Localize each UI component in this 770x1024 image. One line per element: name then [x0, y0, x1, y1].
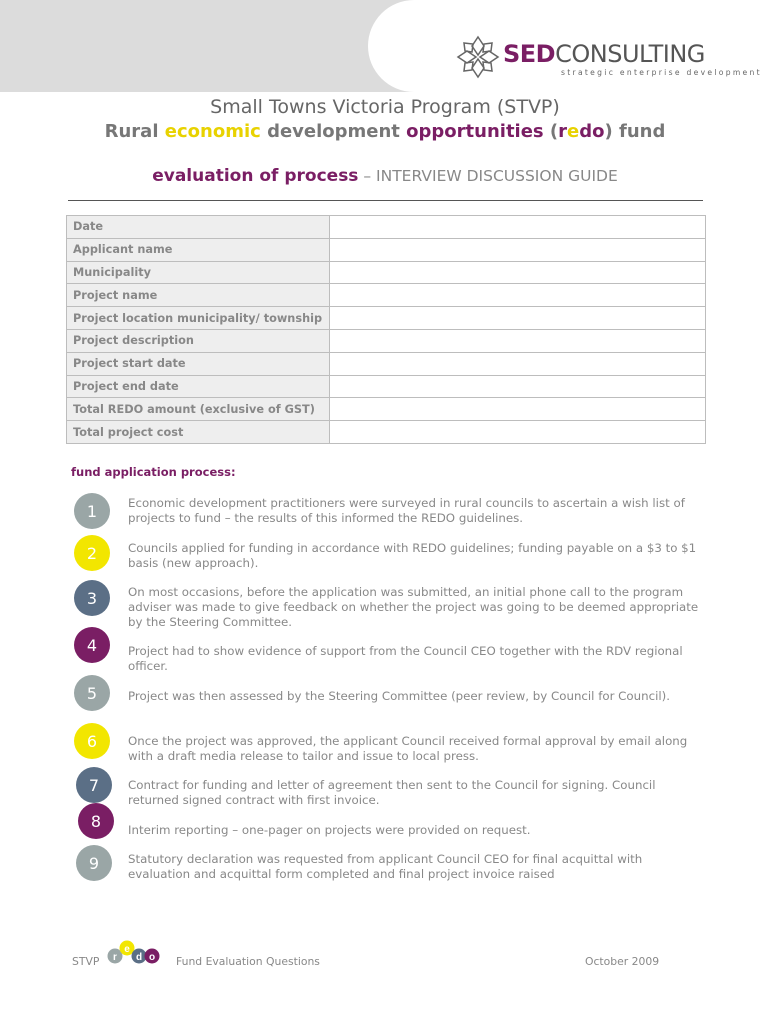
footer-right: October 2009	[585, 955, 660, 968]
step-number-badge: 3	[74, 580, 110, 616]
field-label: Total project cost	[67, 421, 330, 444]
table-row	[67, 375, 706, 398]
field-value[interactable]	[330, 261, 706, 284]
field-label: Municipality	[67, 261, 330, 284]
company-logo	[455, 34, 762, 82]
step-number-badge: 2	[74, 535, 110, 571]
step-number-badge: 6	[74, 723, 110, 759]
table-row	[67, 284, 706, 307]
field-value[interactable]	[330, 216, 706, 239]
step-text: Economic development practitioners were surveyed in rural councils to ascertain a wish list of projects to fund – the results of this informed the REDO guidelines.	[128, 496, 685, 525]
subtitle-part: opportunities	[406, 121, 544, 142]
step-number-badge: 4	[74, 627, 110, 663]
step-text: Councils applied for funding in accordance with REDO guidelines; funding payable on a $3 to $1 basis (new approach).	[128, 541, 697, 570]
field-label: Date	[67, 216, 330, 239]
step-number-badge: 8	[78, 803, 114, 839]
step-number-badge: 9	[76, 845, 112, 881]
details-table	[66, 215, 706, 444]
field-value[interactable]	[330, 398, 706, 421]
table-row	[67, 216, 706, 239]
logo-brand: SEDCONSULTING	[503, 40, 705, 68]
table-row	[67, 329, 706, 352]
section-title-bold: evaluation of process	[152, 166, 359, 186]
field-value[interactable]	[330, 352, 706, 375]
field-label: Total REDO amount (exclusive of GST)	[67, 398, 330, 421]
field-value[interactable]	[330, 307, 706, 330]
logo-tagline: strategic enterprise development	[561, 68, 762, 77]
table-row	[67, 352, 706, 375]
step-text: Project was then assessed by the Steering Committee (peer review, by Council for Council).	[128, 689, 670, 703]
table-row	[67, 421, 706, 444]
redo-letter: e	[124, 944, 130, 955]
subtitle-part: Rural	[104, 121, 165, 142]
field-label: Project location municipality/ township	[67, 307, 330, 330]
divider	[68, 200, 703, 201]
step-text: Statutory declaration was requested from applicant Council CEO for final acquittal with evaluation and acquittal form completed and final project invoice raised	[128, 852, 643, 881]
field-label: Applicant name	[67, 238, 330, 261]
page-title: Small Towns Victoria Program (STVP)	[210, 96, 560, 118]
subtitle-part: ) fund	[604, 121, 666, 142]
page-subtitle	[0, 121, 770, 142]
field-value[interactable]	[330, 421, 706, 444]
footer-middle: Fund Evaluation Questions	[176, 955, 320, 968]
table-row	[67, 307, 706, 330]
section-title-rest: – INTERVIEW DISCUSSION GUIDE	[358, 167, 618, 185]
field-value[interactable]	[330, 375, 706, 398]
step-number-badge: 1	[74, 493, 110, 529]
field-value[interactable]	[330, 329, 706, 352]
subtitle-part: e	[567, 121, 580, 142]
redo-logo-icon	[105, 938, 165, 968]
subtitle-part: economic	[164, 121, 261, 142]
subtitle-part: development	[260, 121, 407, 142]
process-heading: fund application process:	[71, 465, 236, 479]
table-row	[67, 238, 706, 261]
redo-letter: d	[135, 952, 143, 963]
step-text: Contract for funding and letter of agreement then sent to the Council for signing. Council returned signed contract with first invoice.	[128, 778, 656, 807]
subtitle-part: do	[579, 121, 605, 142]
subtitle-part: r	[558, 121, 568, 142]
table-row	[67, 398, 706, 421]
table-row	[67, 261, 706, 284]
field-label: Project start date	[67, 352, 330, 375]
footer-left: STVP	[72, 955, 100, 968]
step-number-badge: 5	[74, 675, 110, 711]
field-label: Project name	[67, 284, 330, 307]
subtitle-part: (	[543, 121, 559, 142]
step-number-badge: 7	[76, 767, 112, 803]
step-text: Project had to show evidence of support from the Council CEO together with the RDV regional officer.	[128, 644, 683, 673]
step-text: Once the project was approved, the applicant Council received formal approval by email along with a draft media release to tailor and issue to local press.	[128, 734, 688, 763]
redo-letter: r	[113, 952, 117, 963]
field-label: Project description	[67, 329, 330, 352]
step-text: On most occasions, before the application was submitted, an initial phone call to the program adviser was made to give feedback on whether the project was going to be deemed appropriate by the Steering Committee.	[128, 585, 699, 629]
step-text: Interim reporting – one-pager on projects were provided on request.	[128, 823, 531, 837]
field-label: Project end date	[67, 375, 330, 398]
section-title	[0, 166, 770, 186]
field-value[interactable]	[330, 284, 706, 307]
logo-mark-icon	[455, 34, 501, 80]
redo-letter: o	[148, 952, 156, 963]
field-value[interactable]	[330, 238, 706, 261]
